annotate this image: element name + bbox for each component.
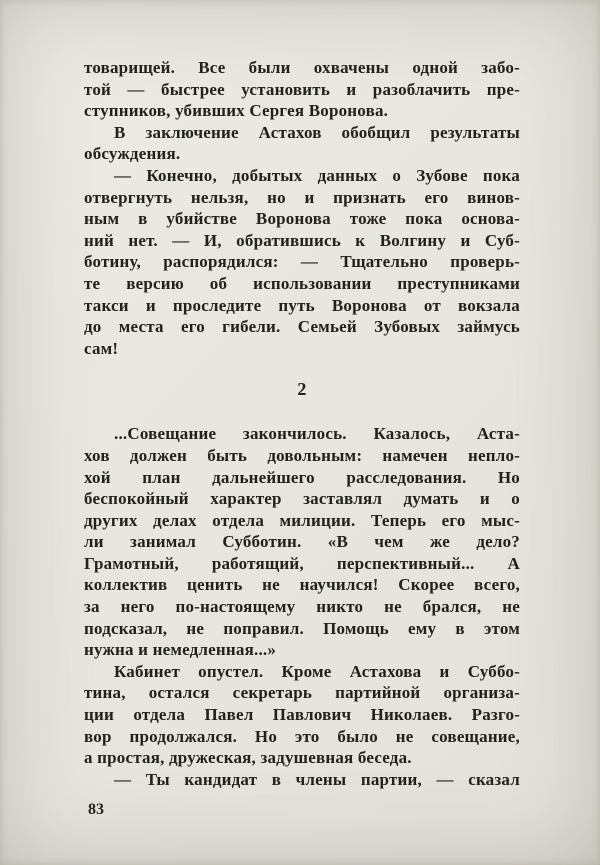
text-line: за него по-настоящему никто не брался, не xyxy=(84,597,520,617)
text-line: ли занимал Субботин. «В чем же дело? xyxy=(84,532,520,552)
text-line: обсуждения. xyxy=(84,144,181,164)
text-line: такси и проследите путь Воронова от вокзала xyxy=(84,295,520,315)
text-line: Кабинет опустел. Кроме Астахова и Суббо- xyxy=(114,661,520,681)
text-line: других делах отдела милиции. Теперь его мыс- xyxy=(84,510,520,530)
paragraph xyxy=(84,661,520,769)
text-line: нужна и немедленная...» xyxy=(84,640,277,660)
text-line: подсказал, не поправил. Помощь ему в этом xyxy=(84,618,520,638)
text-line: беспокойный характер заставлял думать и о xyxy=(84,489,520,509)
text-line: отвергнуть нельзя, но и признать его винов- xyxy=(84,187,520,207)
text-line: те версию об использовании преступниками xyxy=(84,273,520,293)
section-number: 2 xyxy=(297,379,307,400)
paragraph xyxy=(84,423,520,661)
text-line: Грамотный, работящий, перспективный... А xyxy=(84,553,520,573)
paragraph xyxy=(84,57,520,122)
page-number: 83 xyxy=(88,801,104,818)
paragraph xyxy=(84,769,520,791)
text-line: — Ты кандидат в члены партии, — сказал xyxy=(114,769,520,789)
text-line: хов должен быть довольным: намечен непло- xyxy=(84,445,520,465)
text-line: ступников, убивших Сергея Воронова. xyxy=(84,101,389,121)
text-line: — Конечно, добытых данных о Зубове пока xyxy=(114,165,520,185)
paragraph xyxy=(84,122,520,165)
text-line: до места его гибели. Семьей Зубовых займусь xyxy=(84,317,520,337)
text-line: ний нет. — И, обратившись к Волгину и Суб- xyxy=(84,230,520,250)
text-line: ции отдела Павел Павлович Николаев. Разго- xyxy=(84,705,520,725)
text-line: ботину, распорядился: — Тщательно проверь- xyxy=(84,252,520,272)
text-line: хой план дальнейшего расследования. Но xyxy=(84,467,520,487)
text-line: В заключение Астахов обобщил результаты xyxy=(114,122,520,142)
text-line: ным в убийстве Воронова тоже пока основа- xyxy=(84,209,520,229)
paragraph xyxy=(84,165,520,359)
text-line: сам! xyxy=(84,338,119,358)
text-line: той — быстрее установить и разоблачить пре- xyxy=(84,79,520,99)
text-block xyxy=(84,57,520,790)
text-line: тина, остался секретарь партийной организа- xyxy=(84,683,520,703)
text-line: а простая, дружеская, задушевная беседа. xyxy=(84,748,412,768)
text-line: товарищей. Все были охвачены одной забо- xyxy=(84,58,520,77)
text-line: коллектив ценить не научился! Скорее всего, xyxy=(84,575,520,595)
text-line: вор продолжался. Но это было не совещание, xyxy=(84,726,520,746)
text-line: ...Совещание закончилось. Казалось, Аста- xyxy=(114,424,520,444)
